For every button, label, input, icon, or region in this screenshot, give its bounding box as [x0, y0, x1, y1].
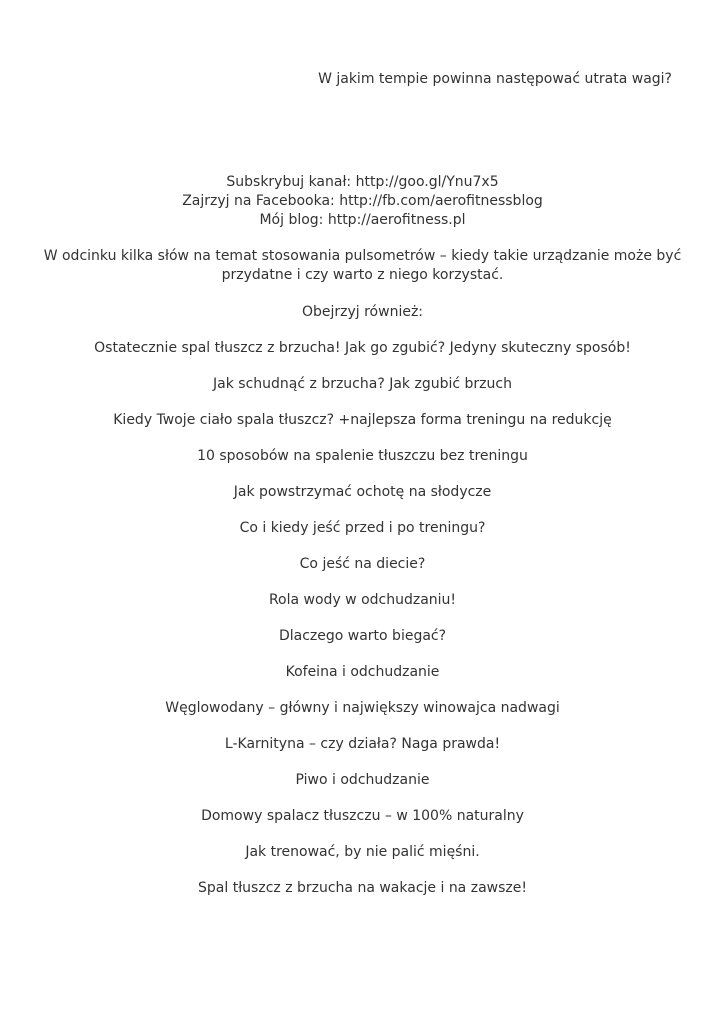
related-video-item: Dlaczego warto biegać?	[278, 628, 447, 644]
description-line: W odcinku kilka słów na temat stosowania pulsometrów – kiedy takie urządzanie może być	[43, 248, 682, 264]
related-video-item: Kiedy Twoje ciało spala tłuszcz? +najlepsza forma treningu na redukcję	[113, 412, 612, 428]
related-videos-list	[40, 339, 685, 915]
related-video-item: Jak trenować, by nie palić mięśni.	[245, 844, 480, 860]
related-video-item: Jak schudnąć z brzucha? Jak zgubić brzuch	[213, 376, 512, 392]
related-video-item: Węglowodany – główny i największy winowajca nadwagi	[165, 700, 560, 716]
blog-link: Mój blog: http://aerofitness.pl	[259, 212, 466, 228]
related-video-item: Domowy spalacz tłuszczu – w 100% naturalny	[201, 808, 524, 824]
related-video-item: Jak powstrzymać ochotę na słodycze	[233, 484, 492, 500]
related-video-item: Ostatecznie spal tłuszcz z brzucha! Jak go zgubić? Jedyny skuteczny sposób!	[94, 340, 631, 356]
related-video-item: 10 sposobów na spalenie tłuszczu bez treningu	[197, 448, 528, 464]
episode-description	[40, 247, 685, 285]
document-title: W jakim tempie powinna następować utrata wagi?	[318, 71, 672, 87]
channel-links	[40, 173, 685, 230]
subscribe-link: Subskrybuj kanał: http://goo.gl/Ynu7x5	[226, 174, 499, 190]
related-video-item: Rola wody w odchudzaniu!	[268, 592, 457, 608]
related-video-item: Co i kiedy jeść przed i po treningu?	[239, 520, 486, 536]
description-line: przydatne i czy warto z niego korzystać.	[221, 267, 504, 283]
facebook-link: Zajrzyj na Facebooka: http://fb.com/aerofitnessblog	[182, 193, 543, 209]
related-video-item: Spal tłuszcz z brzucha na wakacje i na zawsze!	[198, 880, 527, 896]
related-video-item: Piwo i odchudzanie	[295, 772, 430, 788]
see-also-heading: Obejrzyj również:	[301, 304, 424, 320]
related-video-item: Kofeina i odchudzanie	[285, 664, 440, 680]
related-video-item: L-Karnityna – czy działa? Naga prawda!	[224, 736, 501, 752]
related-video-item: Co jeść na diecie?	[299, 556, 426, 572]
